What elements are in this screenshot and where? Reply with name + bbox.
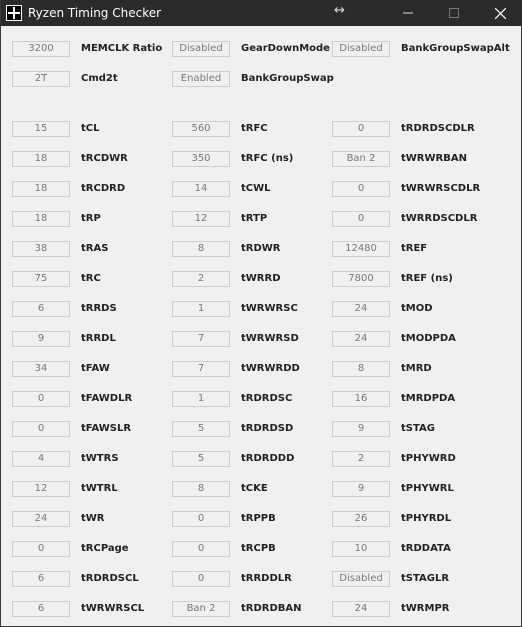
- tcwl-field[interactable]: 14: [172, 181, 230, 197]
- trtp-field[interactable]: 12: [172, 211, 230, 227]
- tcke-label: tCKE: [241, 483, 268, 494]
- trppb-field[interactable]: 0: [172, 511, 230, 527]
- twrwrscdlr-field[interactable]: 0: [332, 181, 390, 197]
- minimize-button[interactable]: [385, 0, 431, 26]
- twrwrscl-label: tWRWRSCL: [81, 603, 145, 614]
- twr-field[interactable]: 24: [12, 511, 70, 527]
- trdrddd-label: tRDRDDD: [241, 453, 295, 464]
- tcke-field[interactable]: 8: [172, 481, 230, 497]
- trdrdscl-field[interactable]: 6: [12, 571, 70, 587]
- twr-label: tWR: [81, 513, 105, 524]
- twrwrdd-label: tWRWRDD: [241, 363, 300, 374]
- geardownmode-label: GearDownMode: [241, 43, 330, 54]
- trcdwr-field[interactable]: 18: [12, 151, 70, 167]
- trp-field[interactable]: 18: [12, 211, 70, 227]
- tmrdpda-label: tMRDPDA: [401, 393, 456, 404]
- trcdrd-field[interactable]: 18: [12, 181, 70, 197]
- trcpb-field[interactable]: 0: [172, 541, 230, 557]
- tcwl-label: tCWL: [241, 183, 271, 194]
- trdrdscl-label: tRDRDSCL: [81, 573, 139, 584]
- twrrd-label: tWRRD: [241, 273, 281, 284]
- twtrl-field[interactable]: 12: [12, 481, 70, 497]
- trcdwr-label: tRCDWR: [81, 153, 128, 164]
- trdrdban-field[interactable]: Ban 2: [172, 601, 230, 617]
- bankgroupswap-label: BankGroupSwap: [241, 73, 334, 84]
- memclk-ratio-label: MEMCLK Ratio: [81, 43, 163, 54]
- trcpage-label: tRCPage: [81, 543, 129, 554]
- tphywrd-label: tPHYWRD: [401, 453, 456, 464]
- trc-field[interactable]: 75: [12, 271, 70, 287]
- trdrddd-field[interactable]: 5: [172, 451, 230, 467]
- trrdl-label: tRRDL: [81, 333, 116, 344]
- tmodpda-field[interactable]: 24: [332, 331, 390, 347]
- tref-ns-label: tREF (ns): [401, 273, 453, 284]
- tphyrdl-field[interactable]: 26: [332, 511, 390, 527]
- trfc-ns-label: tRFC (ns): [241, 153, 294, 164]
- trdrdban-label: tRDRDBAN: [241, 603, 302, 614]
- tfawslr-field[interactable]: 0: [12, 421, 70, 437]
- tphyrdl-label: tPHYRDL: [401, 513, 452, 524]
- tcl-field[interactable]: 15: [12, 121, 70, 137]
- crosshair-icon: [6, 5, 22, 21]
- title-bar[interactable]: [1, 0, 522, 26]
- twrwrdd-field[interactable]: 7: [172, 361, 230, 377]
- trfc-field[interactable]: 560: [172, 121, 230, 137]
- minimize-icon: [403, 8, 413, 18]
- twtrl-label: tWTRL: [81, 483, 118, 494]
- trcdrd-label: tRCDRD: [81, 183, 126, 194]
- tphywrd-field[interactable]: 2: [332, 451, 390, 467]
- twrwrsd-field[interactable]: 7: [172, 331, 230, 347]
- trdrdsd-label: tRDRDSD: [241, 423, 294, 434]
- tmodpda-label: tMODPDA: [401, 333, 456, 344]
- tmrdpda-field[interactable]: 16: [332, 391, 390, 407]
- trppb-label: tRPPB: [241, 513, 276, 524]
- trrddlr-label: tRRDDLR: [241, 573, 292, 584]
- tstaglr-field[interactable]: Disabled: [332, 571, 390, 587]
- trdwr-field[interactable]: 8: [172, 241, 230, 257]
- tmrd-label: tMRD: [401, 363, 432, 374]
- trddata-label: tRDDATA: [401, 543, 451, 554]
- trdwr-label: tRDWR: [241, 243, 281, 254]
- twrwrscdlr-label: tWRWRSCDLR: [401, 183, 481, 194]
- trdrdsc-label: tRDRDSC: [241, 393, 293, 404]
- window-title: Ryzen Timing Checker: [28, 6, 162, 20]
- tcl-label: tCL: [81, 123, 100, 134]
- trrddlr-field[interactable]: 0: [172, 571, 230, 587]
- maximize-icon: [449, 8, 459, 18]
- trfc-label: tRFC: [241, 123, 268, 134]
- twrmpr-field[interactable]: 24: [332, 601, 390, 617]
- bankgroupswapalt-label: BankGroupSwapAlt: [401, 43, 510, 54]
- tref-label: tREF: [401, 243, 428, 254]
- twtrs-label: tWTRS: [81, 453, 119, 464]
- trcpage-field[interactable]: 0: [12, 541, 70, 557]
- twtrs-field[interactable]: 4: [12, 451, 70, 467]
- twrwrscl-field[interactable]: 6: [12, 601, 70, 617]
- tstaglr-label: tSTAGLR: [401, 573, 450, 584]
- trrdl-field[interactable]: 9: [12, 331, 70, 347]
- twrrdscdlr-label: tWRRDSCDLR: [401, 213, 478, 224]
- tfawslr-label: tFAWSLR: [81, 423, 132, 434]
- tras-label: tRAS: [81, 243, 109, 254]
- tstag-label: tSTAG: [401, 423, 435, 434]
- tfawdlr-label: tFAWDLR: [81, 393, 133, 404]
- tphywrl-label: tPHYWRL: [401, 483, 454, 494]
- trrds-label: tRRDS: [81, 303, 117, 314]
- tfaw-label: tFAW: [81, 363, 110, 374]
- memclk-ratio-field[interactable]: 3200: [12, 41, 70, 57]
- tphywrl-field[interactable]: 9: [332, 481, 390, 497]
- twrrdscdlr-field[interactable]: 0: [332, 211, 390, 227]
- tmod-label: tMOD: [401, 303, 433, 314]
- tref-field[interactable]: 12480: [332, 241, 390, 257]
- twrwrban-field[interactable]: Ban 2: [332, 151, 390, 167]
- trdrdsc-field[interactable]: 1: [172, 391, 230, 407]
- bankgroupswapalt-field[interactable]: Disabled: [332, 41, 390, 57]
- trrds-field[interactable]: 6: [12, 301, 70, 317]
- twrrd-field[interactable]: 2: [172, 271, 230, 287]
- twrwrsc-label: tWRWRSC: [241, 303, 298, 314]
- close-button[interactable]: [477, 0, 522, 26]
- geardownmode-field[interactable]: Disabled: [172, 41, 230, 57]
- tras-field[interactable]: 38: [12, 241, 70, 257]
- trcpb-label: tRCPB: [241, 543, 276, 554]
- trdrdscdlr-field[interactable]: 0: [332, 121, 390, 137]
- cmd2t-field[interactable]: 2T: [12, 71, 70, 87]
- tfaw-field[interactable]: 34: [12, 361, 70, 377]
- tref-ns-field[interactable]: 7800: [332, 271, 390, 287]
- tstag-field[interactable]: 9: [332, 421, 390, 437]
- trc-label: tRC: [81, 273, 101, 284]
- trdrdsd-field[interactable]: 5: [172, 421, 230, 437]
- tfawdlr-field[interactable]: 0: [12, 391, 70, 407]
- trddata-field[interactable]: 10: [332, 541, 390, 557]
- trfc-ns-field[interactable]: 350: [172, 151, 230, 167]
- double-arrow-icon[interactable]: ↔: [334, 3, 345, 18]
- trp-label: tRP: [81, 213, 101, 224]
- twrwrsd-label: tWRWRSD: [241, 333, 299, 344]
- bankgroupswap-field[interactable]: Enabled: [172, 71, 230, 87]
- twrwrban-label: tWRWRBAN: [401, 153, 467, 164]
- trdrdscdlr-label: tRDRDSCDLR: [401, 123, 475, 134]
- close-icon: [495, 8, 506, 19]
- twrmpr-label: tWRMPR: [401, 603, 450, 614]
- maximize-button[interactable]: [431, 0, 477, 26]
- tmod-field[interactable]: 24: [332, 301, 390, 317]
- tmrd-field[interactable]: 8: [332, 361, 390, 377]
- trtp-label: tRTP: [241, 213, 268, 224]
- cmd2t-label: Cmd2t: [81, 73, 118, 84]
- twrwrsc-field[interactable]: 1: [172, 301, 230, 317]
